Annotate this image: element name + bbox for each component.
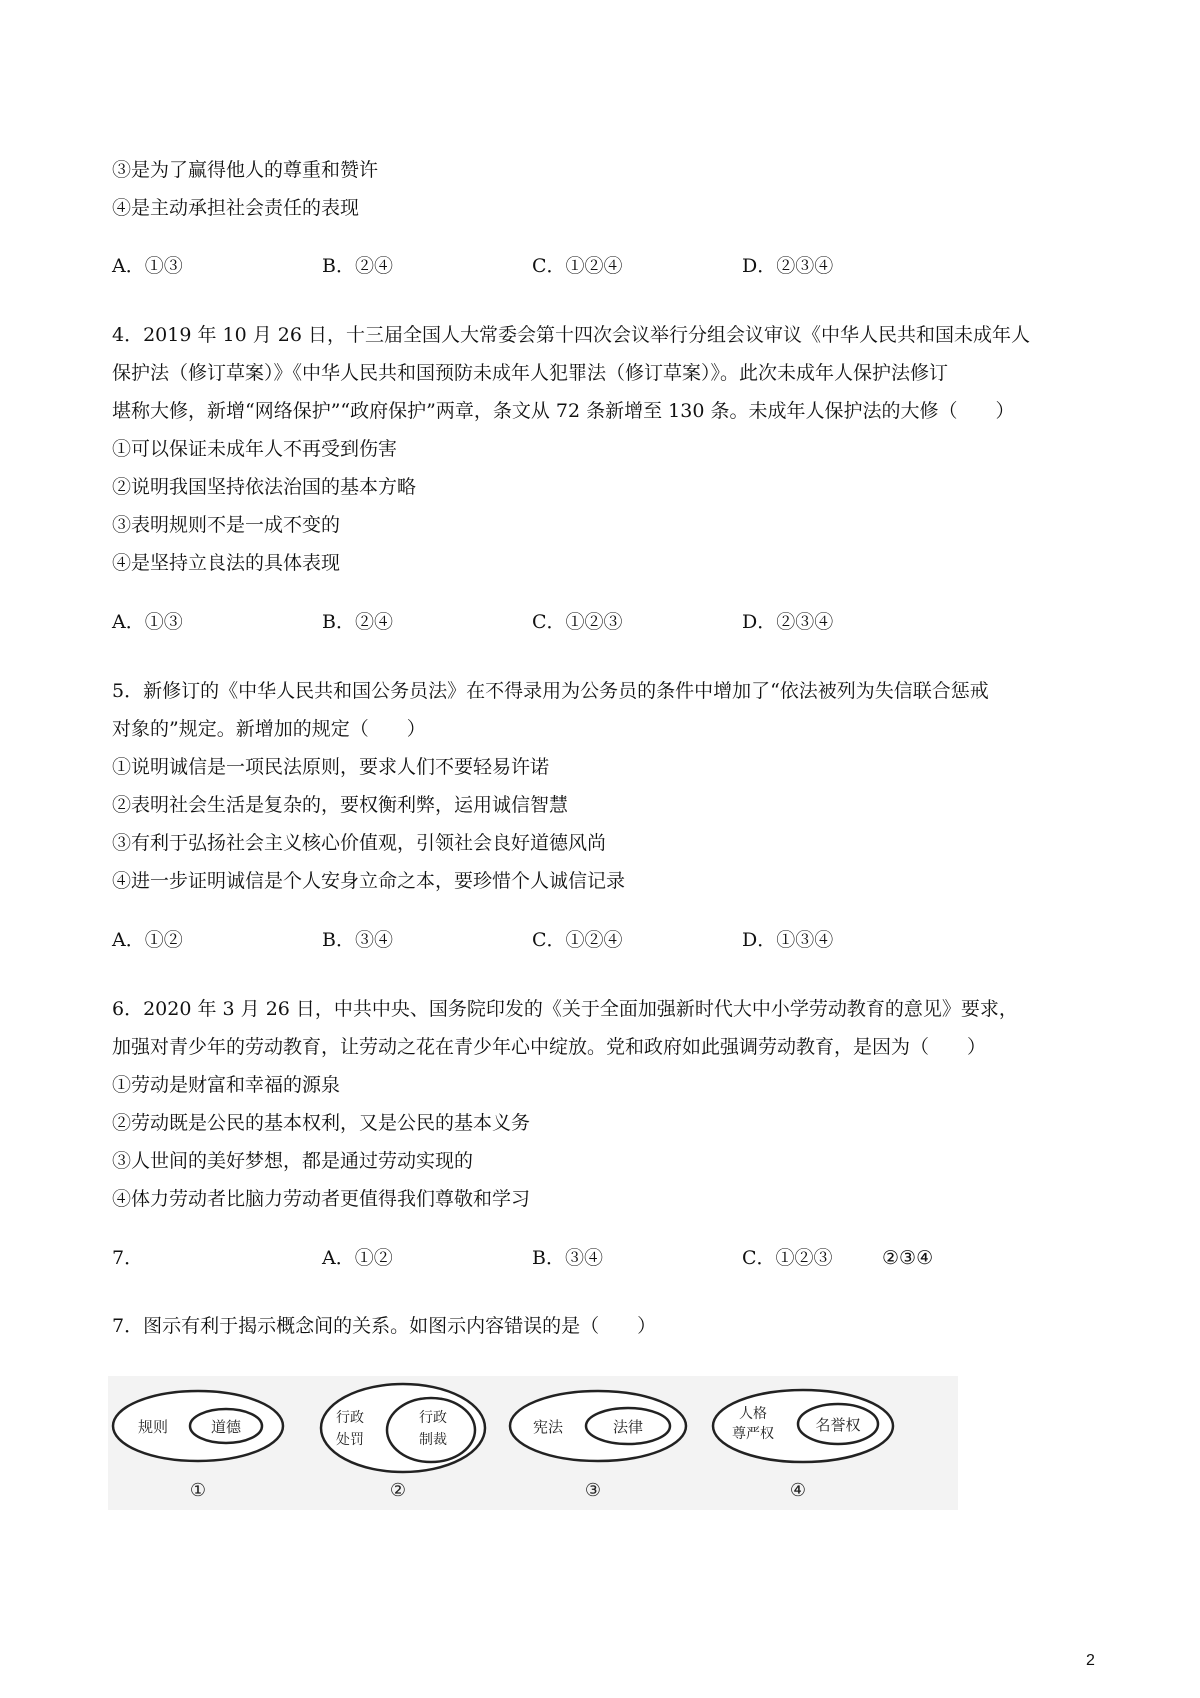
q6-option-number: 7． [112, 1247, 144, 1269]
q6-item-3: ③人世间的美好梦想，都是通过劳动实现的 [112, 1150, 474, 1172]
q4-option-a: A．①③ [112, 611, 183, 633]
inner-label-2-line-1: 行政 [419, 1410, 447, 1426]
q4-stem-line-1: 4．2019 年 10 月 26 日，十三届全国人大常委会第十四次会议举行分组会议审议《中华人民共和国未成年人 [112, 324, 1030, 346]
q6-item-4: ④体力劳动者比脑力劳动者更值得我们尊敬和学习 [112, 1188, 531, 1210]
inner-ellipse-2 [387, 1398, 475, 1462]
q6-item-1: ①劳动是财富和幸福的源泉 [112, 1074, 341, 1096]
q4-option-c: C．①②③ [532, 611, 623, 633]
q3-option-a: A．①③ [112, 255, 183, 277]
q4-item-3: ③表明规则不是一成不变的 [112, 514, 341, 536]
group-number-3: ③ [584, 1480, 602, 1501]
q4-item-2: ②说明我国坚持依法治国的基本方略 [112, 476, 417, 498]
q6-item-2: ②劳动既是公民的基本权利，又是公民的基本义务 [112, 1112, 531, 1134]
group-number-4: ④ [789, 1480, 807, 1501]
q4-stem-line-3: 堪称大修，新增“网络保护”“政府保护”两章，条文从 72 条新增至 130 条。未成年人保护法的大修（ ） [112, 400, 1015, 422]
q6-option-a: A．①② [322, 1247, 393, 1269]
q6-option-b: B．③④ [532, 1247, 603, 1269]
q7-stem: 7．图示有利于揭示概念间的关系。如图示内容错误的是（ ） [112, 1315, 657, 1337]
q5-stem-line-1: 5．新修订的《中华人民共和国公务员法》在不得录用为公务员的条件中增加了“依法被列为失信联合惩戒 [112, 680, 989, 702]
q5-item-3: ③有利于弘扬社会主义核心价值观，引领社会良好道德风尚 [112, 832, 607, 854]
q5-option-b: B．③④ [322, 929, 393, 951]
q3-item-4: ④是主动承担社会责任的表现 [112, 197, 360, 219]
concept-relationship-diagram [108, 1376, 958, 1510]
q3-option-c: C．①②④ [532, 255, 623, 277]
inner-label-4: 名誉权 [815, 1416, 861, 1434]
page-number: 2 [1086, 1652, 1095, 1669]
q4-option-d: D．②③④ [742, 611, 834, 633]
outer-label-4-line-1: 人格 [739, 1406, 767, 1422]
inner-label-2-line-2: 制裁 [419, 1432, 447, 1448]
inner-label-3: 法律 [612, 1418, 644, 1436]
outer-label-1: 规则 [137, 1418, 169, 1436]
q4-item-4: ④是坚持立良法的具体表现 [112, 552, 341, 574]
q5-option-a: A．①② [112, 929, 183, 951]
group-number-2: ② [389, 1480, 407, 1501]
outer-label-4-line-2: 尊严权 [732, 1426, 774, 1442]
q5-option-d: D．①③④ [742, 929, 834, 951]
q3-option-d: D．②③④ [742, 255, 834, 277]
inner-label-1: 道德 [210, 1418, 242, 1436]
q6-stem-line-1: 6．2020 年 3 月 26 日，中共中央、国务院印发的《关于全面加强新时代大中小学劳动教育的意见》要求， [112, 998, 1018, 1020]
q5-option-c: C．①②④ [532, 929, 623, 951]
q5-item-2: ②表明社会生活是复杂的，要权衡利弊，运用诚信智慧 [112, 794, 569, 816]
q5-item-4: ④进一步证明诚信是个人安身立命之本，要珍惜个人诚信记录 [112, 870, 626, 892]
q6-option-d: ②③④ [882, 1247, 934, 1269]
q4-option-b: B．②④ [322, 611, 393, 633]
q4-item-1: ①可以保证未成年人不再受到伤害 [112, 438, 398, 460]
group-number-1: ① [189, 1480, 207, 1501]
outer-label-2-line-2: 处罚 [336, 1432, 364, 1448]
outer-label-2-line-1: 行政 [336, 1410, 364, 1426]
q5-stem-line-2: 对象的”规定。新增加的规定（ ） [112, 718, 426, 740]
q4-stem-line-2: 保护法（修订草案）》《中华人民共和国预防未成年人犯罪法（修订草案）》。此次未成年人保护法修订 [112, 362, 949, 384]
q3-item-3: ③是为了赢得他人的尊重和赞许 [112, 159, 379, 181]
outer-label-3: 宪法 [532, 1418, 564, 1436]
q6-option-c: C．①②③ [742, 1247, 833, 1269]
q3-option-b: B．②④ [322, 255, 393, 277]
q6-stem-line-2: 加强对青少年的劳动教育，让劳动之花在青少年心中绽放。党和政府如此强调劳动教育，是因为（ ） [112, 1036, 987, 1058]
q5-item-1: ①说明诚信是一项民法原则，要求人们不要轻易许诺 [112, 756, 550, 778]
